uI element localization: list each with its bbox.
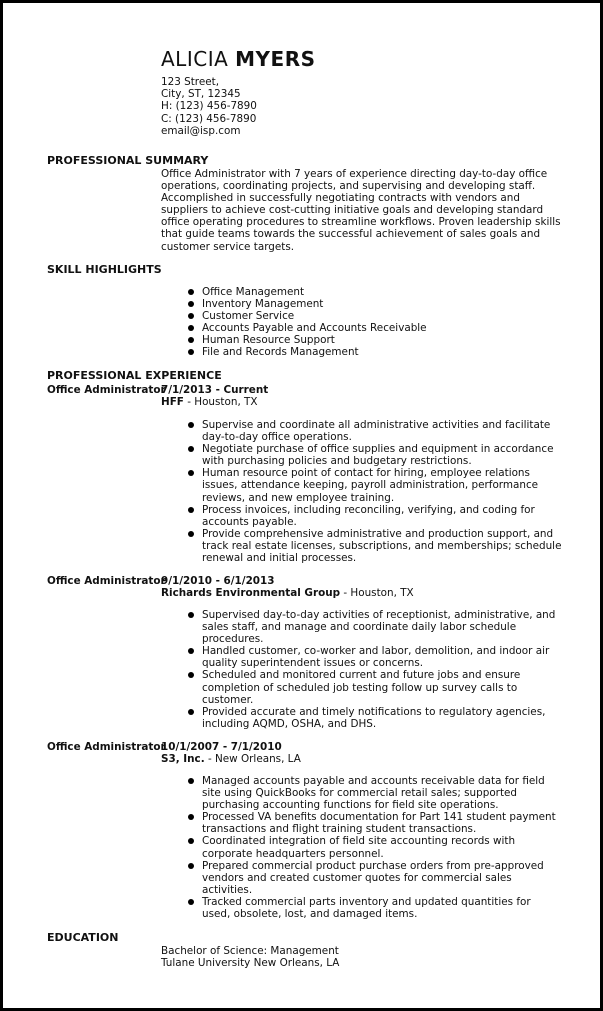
company-name: S3, Inc. xyxy=(161,753,205,765)
experience-heading: PROFESSIONAL EXPERIENCE xyxy=(47,369,222,382)
list-item: Inventory Management xyxy=(202,298,572,310)
list-item: Prepared commercial product purchase orders from pre-approved vendors and created customer quotes for commercial sales activities. xyxy=(202,860,562,896)
job-bullets xyxy=(202,609,564,730)
list-item: Human Resource Support xyxy=(202,334,572,346)
first-name: ALICIA xyxy=(161,47,229,71)
employer xyxy=(161,587,414,599)
address-city: City, ST, 12345 xyxy=(161,88,241,101)
job-title: Office Administrator xyxy=(47,575,166,587)
list-item: Scheduled and monitored current and future jobs and ensure completion of scheduled job testing follow up survey calls to customer. xyxy=(202,669,564,705)
candidate-name xyxy=(161,47,316,71)
company-name: Richards Environmental Group xyxy=(161,587,341,599)
list-item: Supervised day-to-day activities of receptionist, administrative, and sales staff, and manage and coordinate daily labor schedule procedures. xyxy=(202,609,564,645)
company-name: HFF xyxy=(161,396,184,408)
list-item: Customer Service xyxy=(202,310,572,322)
job-title: Office Administrator xyxy=(47,384,166,396)
list-item: Human resource point of contact for hiring, employee relations issues, attendance keeping, payroll administration, performance reviews, and new employee training. xyxy=(202,467,564,503)
list-item: Processed VA benefits documentation for Part 141 student payment transactions and flight training student transactions. xyxy=(202,811,562,835)
list-item: Provided accurate and timely notifications to regulatory agencies, including AQMD, OSHA, and DHS. xyxy=(202,706,564,730)
job-dates: 10/1/2007 - 7/1/2010 xyxy=(161,741,282,753)
job-dates: 7/1/2013 - Current xyxy=(161,384,269,396)
summary-text: Office Administrator with 7 years of experience directing day-to-day office operations, coordinating projects, and supervising and developing staff. Accomplished in successfully negotiating contracts with vendors and suppliers to achieve cost-cutting initiative goals and developing standard office operating procedures to streamline workflows. Proven leadership skills that guide teams towards the successful achievement of sales goals and customer service targets. xyxy=(161,168,561,253)
list-item: Negotiate purchase of office supplies and equipment in accordance with purchasing policies and budgetary restrictions. xyxy=(202,443,564,467)
company-location: - Houston, TX xyxy=(340,587,414,599)
list-item: Supervise and coordinate all administrative activities and facilitate day-to-day office operations. xyxy=(202,419,564,443)
list-item: Process invoices, including reconciling, verifying, and coding for accounts payable. xyxy=(202,504,564,528)
school: Tulane University New Orleans, LA xyxy=(161,957,340,969)
contact-block xyxy=(161,76,257,137)
list-item: Coordinated integration of field site accounting records with corporate headquarters personnel. xyxy=(202,835,562,859)
list-item: Provide comprehensive administrative and production support, and track real estate licenses, subscriptions, and memberships; schedule renewal and initial processes. xyxy=(202,528,564,564)
list-item: Accounts Payable and Accounts Receivable xyxy=(202,322,572,334)
list-item: Managed accounts payable and accounts receivable data for field site using QuickBooks for commercial retail sales; supported purchasing accounting functions for field site operations. xyxy=(202,775,562,811)
home-phone: H: (123) 456-7890 xyxy=(161,100,257,113)
last-name: MYERS xyxy=(235,47,316,71)
list-item: Handled customer, co-worker and labor, demolition, and indoor air quality superintendent issues or concerns. xyxy=(202,645,564,669)
address-street: 123 Street, xyxy=(161,76,220,88)
employer xyxy=(161,396,258,408)
job-bullets xyxy=(202,419,564,564)
company-location: - New Orleans, LA xyxy=(204,753,301,765)
cell-phone: C: (123) 456-7890 xyxy=(161,112,257,125)
job-title: Office Administrator xyxy=(47,741,166,753)
list-item: Office Management xyxy=(202,286,572,298)
job-dates: 9/1/2010 - 6/1/2013 xyxy=(161,575,275,587)
list-item: Tracked commercial parts inventory and updated quantities for used, obsolete, lost, and damaged items. xyxy=(202,896,562,920)
skills-list xyxy=(202,286,572,359)
education-heading: EDUCATION xyxy=(47,931,119,944)
job-bullets xyxy=(202,775,562,920)
employer xyxy=(161,753,301,765)
email: email@isp.com xyxy=(161,124,241,137)
summary-heading: PROFESSIONAL SUMMARY xyxy=(47,154,209,167)
degree: Bachelor of Science: Management xyxy=(161,945,339,957)
list-item: File and Records Management xyxy=(202,346,572,358)
company-location: - Houston, TX xyxy=(183,396,258,408)
skills-heading: SKILL HIGHLIGHTS xyxy=(47,263,162,276)
